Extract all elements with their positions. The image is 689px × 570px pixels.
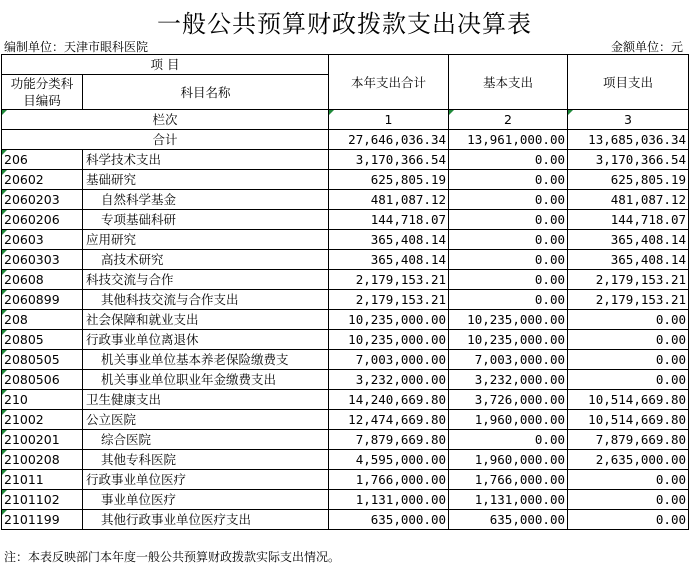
table-row — [2, 390, 689, 410]
row-basic: 0.00 — [449, 250, 568, 270]
row-name: 其他专科医院 — [83, 450, 329, 470]
column-number-3: 3 — [568, 110, 689, 130]
row-total: 10,235,000.00 — [329, 330, 449, 350]
total-row — [2, 130, 689, 150]
table-row — [2, 450, 689, 470]
row-project: 144,718.07 — [568, 210, 689, 230]
table-row — [2, 350, 689, 370]
table-row — [2, 190, 689, 210]
column-number-1: 1 — [329, 110, 449, 130]
row-name: 机关事业单位基本养老保险缴费支 — [83, 350, 329, 370]
row-code: 20603 — [2, 230, 83, 250]
row-project: 10,514,669.80 — [568, 410, 689, 430]
row-total: 144,718.07 — [329, 210, 449, 230]
total-amount: 27,646,036.34 — [329, 130, 449, 150]
row-total: 1,766,000.00 — [329, 470, 449, 490]
row-project: 0.00 — [568, 470, 689, 490]
row-code: 2060203 — [2, 190, 83, 210]
row-total: 7,003,000.00 — [329, 350, 449, 370]
row-basic: 3,232,000.00 — [449, 370, 568, 390]
row-project: 0.00 — [568, 490, 689, 510]
row-name: 行政事业单位医疗 — [83, 470, 329, 490]
table-row — [2, 410, 689, 430]
amount-unit: 金额单位：元 — [610, 40, 683, 54]
row-basic: 0.00 — [449, 210, 568, 230]
row-total: 365,408.14 — [329, 230, 449, 250]
row-basic: 10,235,000.00 — [449, 330, 568, 350]
table-row — [2, 490, 689, 510]
col-header-project: 项目支出 — [568, 55, 689, 110]
row-basic: 0.00 — [449, 270, 568, 290]
row-project: 2,635,000.00 — [568, 450, 689, 470]
row-basic: 1,960,000.00 — [449, 450, 568, 470]
reporting-unit: 编制单位：天津市眼科医院 — [4, 40, 149, 54]
row-project: 0.00 — [568, 330, 689, 350]
row-project: 7,879,669.80 — [568, 430, 689, 450]
row-basic: 1,131,000.00 — [449, 490, 568, 510]
row-name: 其他科技交流与合作支出 — [83, 290, 329, 310]
row-code: 2060303 — [2, 250, 83, 270]
page-title: 一般公共预算财政拨款支出决算表 — [157, 10, 532, 38]
row-name: 科学技术支出 — [83, 150, 329, 170]
row-basic: 1,960,000.00 — [449, 410, 568, 430]
row-project: 0.00 — [568, 310, 689, 330]
table-row — [2, 210, 689, 230]
row-basic: 0.00 — [449, 230, 568, 250]
row-total: 14,240,669.80 — [329, 390, 449, 410]
row-total: 635,000.00 — [329, 510, 449, 530]
col-header-code: 功能分类科目编码 — [2, 75, 83, 110]
row-code: 208 — [2, 310, 83, 330]
row-total: 365,408.14 — [329, 250, 449, 270]
row-project: 481,087.12 — [568, 190, 689, 210]
row-total: 625,805.19 — [329, 170, 449, 190]
table-row — [2, 470, 689, 490]
row-project: 0.00 — [568, 350, 689, 370]
row-code: 2101199 — [2, 510, 83, 530]
row-code: 2100201 — [2, 430, 83, 450]
row-name: 其他行政事业单位医疗支出 — [83, 510, 329, 530]
row-name: 机关事业单位职业年金缴费支出 — [83, 370, 329, 390]
table-row — [2, 230, 689, 250]
row-code: 2060206 — [2, 210, 83, 230]
row-name: 科技交流与合作 — [83, 270, 329, 290]
row-name: 高技术研究 — [83, 250, 329, 270]
row-code: 20608 — [2, 270, 83, 290]
row-name: 自然科学基金 — [83, 190, 329, 210]
expenditure-table — [1, 54, 689, 530]
table-row — [2, 510, 689, 530]
table-row — [2, 170, 689, 190]
column-number-2: 2 — [449, 110, 568, 130]
row-name: 应用研究 — [83, 230, 329, 250]
row-code: 210 — [2, 390, 83, 410]
row-basic: 3,726,000.00 — [449, 390, 568, 410]
row-name: 行政事业单位离退休 — [83, 330, 329, 350]
total-label: 合计 — [2, 130, 329, 150]
row-total: 10,235,000.00 — [329, 310, 449, 330]
col-header-total: 本年支出合计 — [329, 55, 449, 110]
table-row — [2, 430, 689, 450]
row-total: 2,179,153.21 — [329, 290, 449, 310]
table-row — [2, 250, 689, 270]
row-basic: 7,003,000.00 — [449, 350, 568, 370]
row-total: 4,595,000.00 — [329, 450, 449, 470]
row-total: 7,879,669.80 — [329, 430, 449, 450]
row-code: 2080506 — [2, 370, 83, 390]
table-row — [2, 270, 689, 290]
row-project: 0.00 — [568, 510, 689, 530]
table-row — [2, 310, 689, 330]
row-basic: 0.00 — [449, 290, 568, 310]
total-basic: 13,961,000.00 — [449, 130, 568, 150]
row-code: 206 — [2, 150, 83, 170]
table-row — [2, 370, 689, 390]
row-basic: 0.00 — [449, 150, 568, 170]
table-note: 注：本表反映部门本年度一般公共预算财政拨款实际支出情况。 — [4, 550, 341, 564]
row-project: 2,179,153.21 — [568, 290, 689, 310]
row-name: 事业单位医疗 — [83, 490, 329, 510]
row-code: 21011 — [2, 470, 83, 490]
table-row — [2, 150, 689, 170]
row-code: 2060899 — [2, 290, 83, 310]
item-header: 项 目 — [2, 55, 329, 75]
row-project: 3,170,366.54 — [568, 150, 689, 170]
row-total: 12,474,669.80 — [329, 410, 449, 430]
row-basic: 0.00 — [449, 190, 568, 210]
row-project: 2,179,153.21 — [568, 270, 689, 290]
row-project: 625,805.19 — [568, 170, 689, 190]
row-name: 专项基础科研 — [83, 210, 329, 230]
row-code: 20602 — [2, 170, 83, 190]
row-name: 综合医院 — [83, 430, 329, 450]
row-total: 481,087.12 — [329, 190, 449, 210]
row-code: 21002 — [2, 410, 83, 430]
column-number-label: 栏次 — [2, 110, 329, 130]
table-row — [2, 290, 689, 310]
row-code: 2080505 — [2, 350, 83, 370]
total-project: 13,685,036.34 — [568, 130, 689, 150]
row-project: 10,514,669.80 — [568, 390, 689, 410]
row-total: 3,170,366.54 — [329, 150, 449, 170]
table-row — [2, 330, 689, 350]
row-project: 365,408.14 — [568, 230, 689, 250]
col-header-name: 科目名称 — [83, 75, 329, 110]
row-project: 0.00 — [568, 370, 689, 390]
row-code: 2100208 — [2, 450, 83, 470]
row-total: 1,131,000.00 — [329, 490, 449, 510]
row-basic: 10,235,000.00 — [449, 310, 568, 330]
row-name: 基础研究 — [83, 170, 329, 190]
row-project: 365,408.14 — [568, 250, 689, 270]
row-total: 3,232,000.00 — [329, 370, 449, 390]
row-code: 20805 — [2, 330, 83, 350]
row-code: 2101102 — [2, 490, 83, 510]
row-basic: 0.00 — [449, 430, 568, 450]
row-name: 卫生健康支出 — [83, 390, 329, 410]
row-basic: 1,766,000.00 — [449, 470, 568, 490]
row-name: 公立医院 — [83, 410, 329, 430]
col-header-basic: 基本支出 — [449, 55, 568, 110]
row-name: 社会保障和就业支出 — [83, 310, 329, 330]
row-total: 2,179,153.21 — [329, 270, 449, 290]
row-basic: 0.00 — [449, 170, 568, 190]
row-basic: 635,000.00 — [449, 510, 568, 530]
